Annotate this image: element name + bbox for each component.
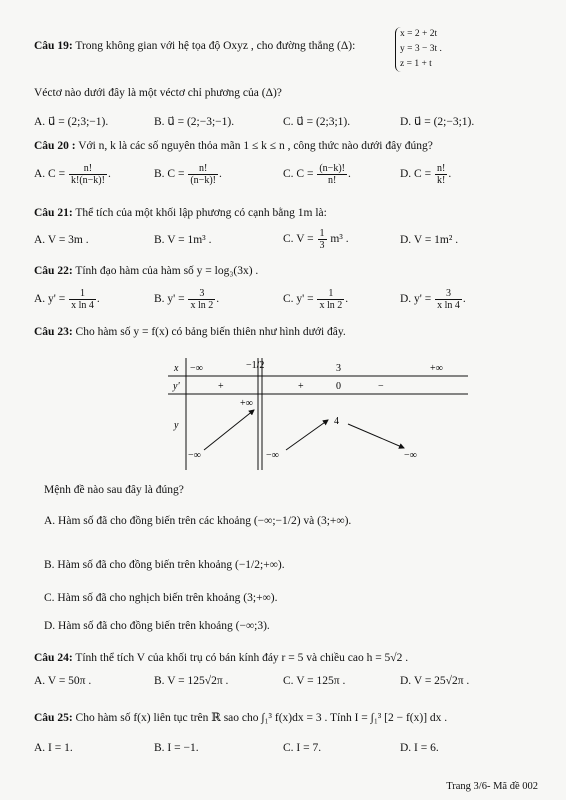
q22-label: Câu 22: xyxy=(34,265,73,277)
page-footer: Trang 3/6- Mã đề 002 xyxy=(446,781,538,792)
vt-x-val-2: −1/2 xyxy=(246,360,265,371)
q20-option-c[interactable]: C. C = $\frac{(n-k)!}{n!}$ . xyxy=(283,163,351,186)
q19-option-a[interactable]: A. u⃗ = (2;3;−1). xyxy=(34,116,109,128)
vt-x-val-4: +∞ xyxy=(430,363,443,374)
q22-d-prefix: D. y' = xyxy=(400,293,432,306)
q24-text: Tính thể tích V của khối trụ có bán kính đáy r = 5 và chiều cao h = 5√2 . xyxy=(75,652,409,664)
q24-option-c[interactable]: C. V = 125π . xyxy=(283,675,346,687)
q23-option-b[interactable]: B. Hàm số đã cho đồng biến trên khoảng (−1/2;+∞). xyxy=(44,559,285,571)
vt-sign-1: + xyxy=(218,381,224,392)
vt-y-val-3: −∞ xyxy=(188,450,201,461)
q23-stem xyxy=(34,326,346,338)
vt-sign-2: + xyxy=(298,381,304,392)
q25-option-c[interactable]: C. I = 7. xyxy=(283,742,322,754)
q20-a-prefix: A. C xyxy=(34,168,56,181)
vt-y-label: y xyxy=(174,420,179,431)
q22-option-c[interactable]: C. y' = $\frac{1}{\text{x ln 2}}$ . xyxy=(283,288,349,311)
q23-option-d[interactable]: D. Hàm số đã cho đồng biến trên khoảng (−∞;3). xyxy=(44,620,270,632)
q20-option-a[interactable]: A. C = $\frac{n!}{k!(n-k)!}$ . xyxy=(34,163,111,186)
q22-c-fraction: $\frac{1}{\text{x ln 2}}$ xyxy=(319,288,343,311)
q19-text: Trong không gian với hệ tọa độ Oxyz , cho đường thẳng (Δ): xyxy=(75,40,356,52)
q23-text: Cho hàm số y = f(x) có bảng biến thiên như hình dưới đây. xyxy=(75,326,346,338)
q20-a-fraction: $\frac{n!}{k!(n-k)!}$ xyxy=(70,163,105,186)
q22-c-prefix: C. y' = xyxy=(283,293,314,306)
vt-x-val-1: −∞ xyxy=(190,363,203,374)
q19-option-b[interactable]: B. u⃗ = (2;−3;−1). xyxy=(154,116,235,128)
q21-option-b[interactable]: B. V = 1m³ . xyxy=(154,234,212,246)
q20-b-fraction: $\frac{n!}{(n-k)!}$ xyxy=(190,163,216,186)
q25-text: Cho hàm số f(x) liên tục trên ℝ sao cho ∫₁³ f(x)dx = 3 . Tính I = ∫₁³ [2 − f(x)] dx . xyxy=(75,712,448,724)
q19-label: Câu 19: xyxy=(34,40,73,52)
q23-sub: Mệnh đề nào sau đây là đúng? xyxy=(44,484,184,496)
q21-stem xyxy=(34,207,327,219)
q25-label: Câu 25: xyxy=(34,712,73,724)
q22-a-prefix: A. y' = xyxy=(34,293,66,306)
q19-line-system xyxy=(395,27,442,72)
q21-label: Câu 21: xyxy=(34,207,73,219)
q20-c-fraction: $\frac{(n-k)!}{n!}$ xyxy=(319,163,345,186)
q20-d-prefix: D. C xyxy=(400,168,422,181)
vt-sign-3: 0 xyxy=(336,381,341,392)
q21-text: Thể tích của một khối lập phương có cạnh bằng 1m là: xyxy=(75,207,327,219)
vt-arrow-increase-1 xyxy=(204,410,254,450)
q22-b-prefix: B. y' = xyxy=(154,293,185,306)
q20-stem xyxy=(34,140,433,152)
q21-c-fraction: $\frac{1}{3}$ xyxy=(319,228,325,251)
q21-option-d[interactable]: D. V = 1m² . xyxy=(400,234,459,246)
q20-option-d[interactable]: D. C = $\frac{n!}{k!}$ . xyxy=(400,163,452,186)
q19-stem xyxy=(34,40,355,52)
q19-eq-z: z = 1 + t xyxy=(400,59,432,69)
vt-arrow-increase-2 xyxy=(286,420,328,450)
vt-y-val-2: 4 xyxy=(334,416,339,427)
q22-option-d[interactable]: D. y' = $\frac{3}{\text{x ln 4}}$ . xyxy=(400,288,466,311)
q19-option-d[interactable]: D. u⃗ = (2;−3;1). xyxy=(400,116,475,128)
q23-option-c[interactable]: C. Hàm số đã cho nghịch biến trên khoảng (3;+∞). xyxy=(44,592,278,604)
q21-option-a[interactable]: A. V = 3m . xyxy=(34,234,89,246)
q19-sub: Véctơ nào dưới đây là một véctơ chỉ phương của (Δ)? xyxy=(34,87,282,99)
q19-eq-y: y = 3 − 3t . xyxy=(400,44,442,54)
q25-option-d[interactable]: D. I = 6. xyxy=(400,742,439,754)
q22-option-a[interactable]: A. y' = $\frac{1}{\text{x ln 4}}$ . xyxy=(34,288,100,311)
q24-option-a[interactable]: A. V = 50π . xyxy=(34,675,92,687)
q22-a-fraction: $\frac{1}{\text{x ln 4}}$ xyxy=(71,288,94,311)
q20-text: Với n, k là các số nguyên thỏa mãn 1 ≤ k ≤ n , công thức nào dưới đây đúng? xyxy=(78,140,433,152)
q22-b-fraction: $\frac{3}{\text{x ln 2}}$ xyxy=(190,288,214,311)
vt-y-val-4: −∞ xyxy=(266,450,279,461)
q25-option-b[interactable]: B. I = −1. xyxy=(154,742,199,754)
vt-x-val-3: 3 xyxy=(336,363,341,374)
q22-text: Tính đạo hàm của hàm số y = log₃(3x) . xyxy=(75,265,259,277)
variation-table xyxy=(168,358,468,470)
q25-stem xyxy=(34,710,447,724)
q21-c-prefix: C. V = xyxy=(283,233,314,246)
vt-sign-4: − xyxy=(378,381,384,392)
q24-option-b[interactable]: B. V = 125√2π . xyxy=(154,675,229,687)
vt-y-val-1: +∞ xyxy=(240,398,253,409)
vt-y-val-5: −∞ xyxy=(404,450,417,461)
q20-d-fraction: $\frac{n!}{k!}$ xyxy=(436,163,446,186)
vt-yprime-label: y' xyxy=(173,381,180,392)
q23-option-a[interactable]: A. Hàm số đã cho đồng biến trên các khoảng (−∞;−1/2) và (3;+∞). xyxy=(44,515,352,527)
q20-c-prefix: C. C xyxy=(283,168,305,181)
q19-option-c[interactable]: C. u⃗ = (2;3;1). xyxy=(283,116,351,128)
q22-d-fraction: $\frac{3}{\text{x ln 4}}$ xyxy=(437,288,460,311)
q25-option-a[interactable]: A. I = 1. xyxy=(34,742,73,754)
q19-eq-x: x = 2 + 2t xyxy=(400,29,438,39)
q22-stem xyxy=(34,265,258,277)
q20-b-prefix: B. C xyxy=(154,168,176,181)
q22-option-b[interactable]: B. y' = $\frac{3}{\text{x ln 2}}$ . xyxy=(154,288,220,311)
q24-label: Câu 24: xyxy=(34,652,73,664)
q20-option-b[interactable]: B. C = $\frac{n!}{(n-k)!}$ . xyxy=(154,163,222,186)
q21-c-suffix: m³ . xyxy=(330,233,349,246)
vt-x-label: x xyxy=(174,363,179,374)
vt-arrow-decrease xyxy=(348,424,404,448)
q21-option-c[interactable] xyxy=(283,228,349,251)
q24-option-d[interactable]: D. V = 25√2π . xyxy=(400,675,470,687)
q23-label: Câu 23: xyxy=(34,326,73,338)
q24-stem xyxy=(34,652,408,664)
q20-label: Câu 20 : xyxy=(34,140,76,152)
